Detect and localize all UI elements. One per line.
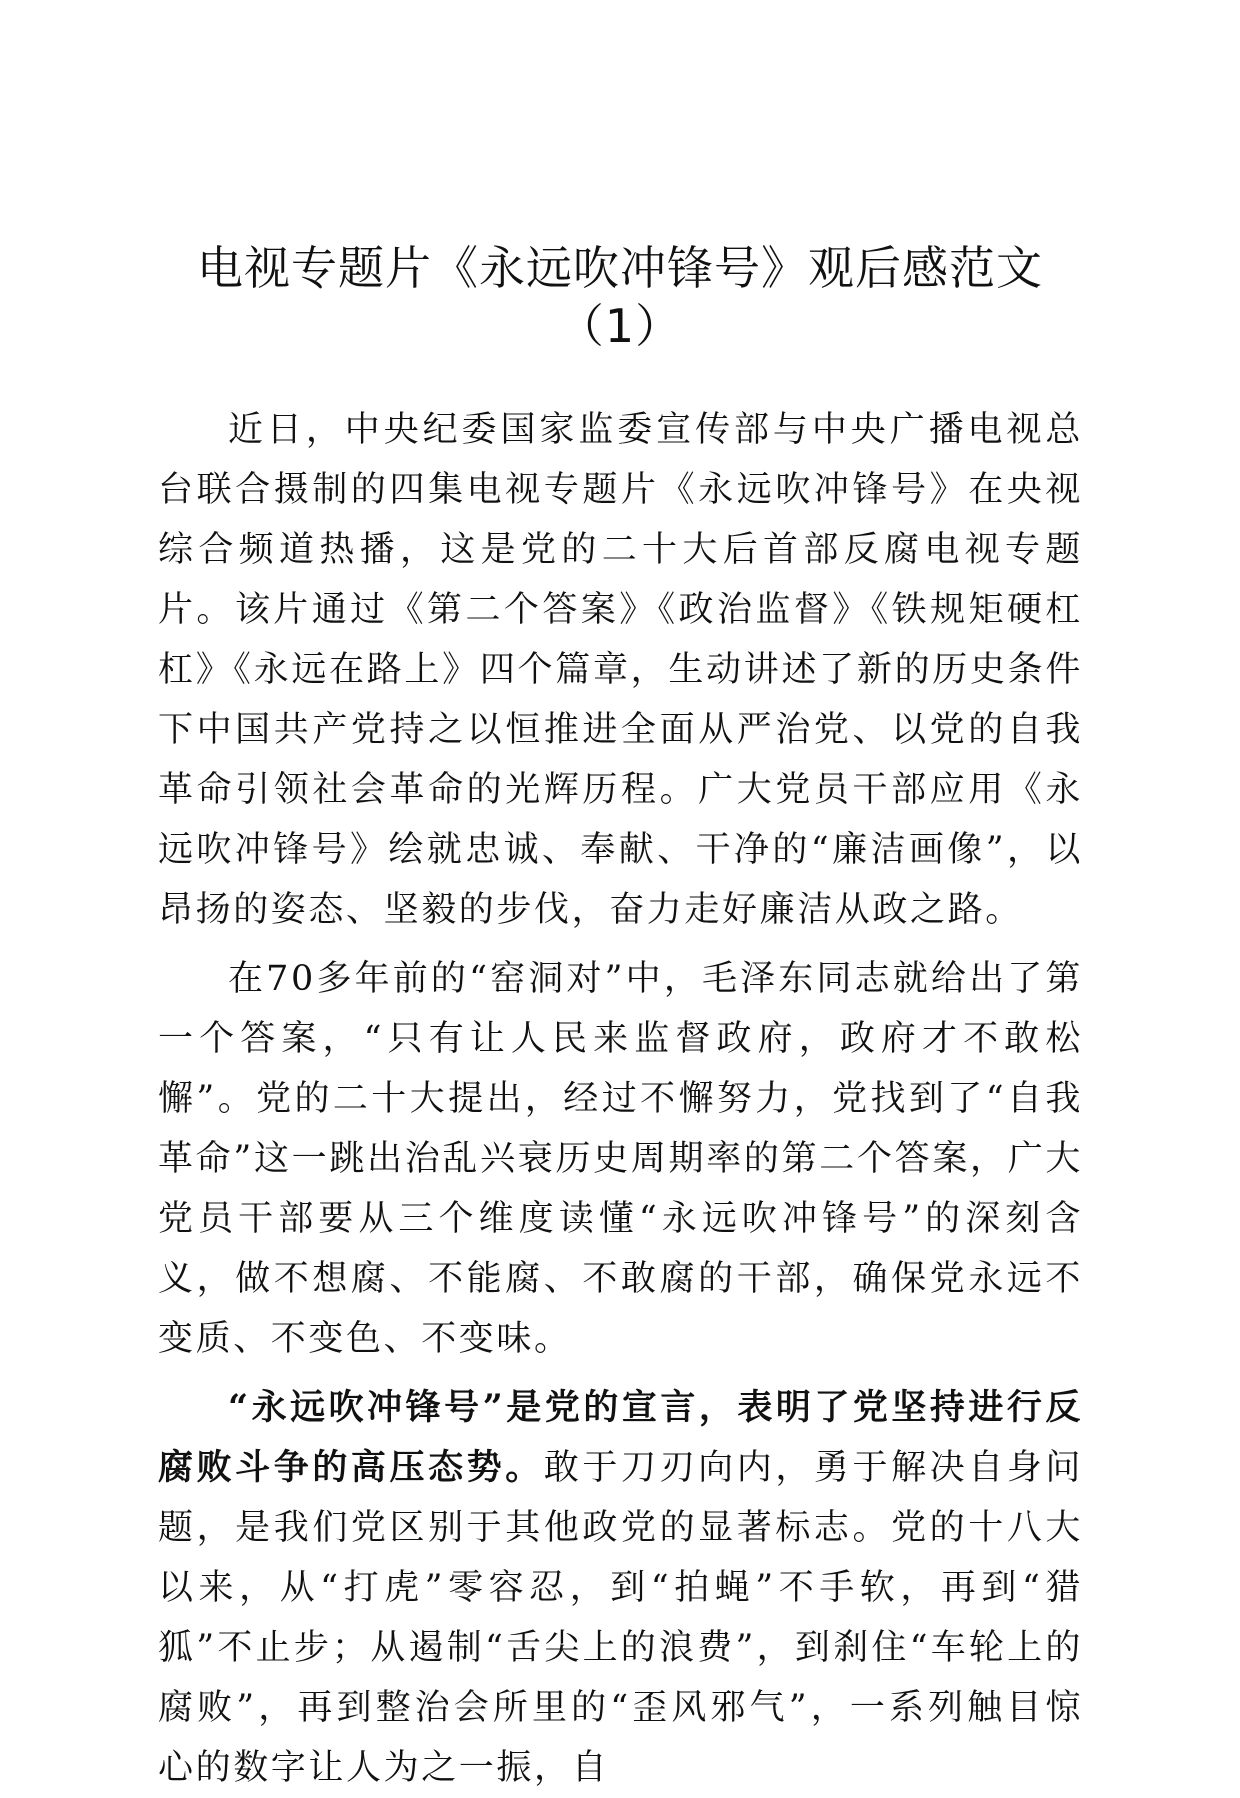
paragraph-3-text: 敢于刀刃向内，勇于解决自身问题，是我们党区别于其他政党的显著标志。党的十八大以来，从“打虎”零容忍，到“拍蝇”不手软，再到“猎狐”不止步；从遏制“舌尖上的浪费”，到刹住“车轮上的腐败”，再到整治会所里的“歪风邪气”，一系列触目惊心的数字让人为之一振，自 xyxy=(158,1448,1083,1788)
document-title-number: （1） xyxy=(557,299,683,353)
document-body xyxy=(158,400,1083,1798)
paragraph-2-text: 在70多年前的“窑洞对”中，毛泽东同志就给出了第一个答案，“只有让人民来监督政府，政府才不敢松懈”。党的二十大提出，经过不懈努力，党找到了“自我革命”这一跳出治乱兴衰历史周期率的第二个答案，广大党员干部要从三个维度读懂“永远吹冲锋号”的深刻含义，做不想腐、不能腐、不敢腐的干部，确保党永远不变质、不变色、不变味。 xyxy=(158,959,1083,1359)
paragraph-3-bold-lead: “永远吹冲锋号”是党的宣言，表明了党坚持进行反腐败斗争的高压态势。 xyxy=(158,1387,1083,1488)
document-title: 电视专题片《永远吹冲锋号》观后感范文 xyxy=(197,241,1043,295)
paragraph-1-text: 近日，中央纪委国家监委宣传部与中央广播电视总台联合摄制的四集电视专题片《永远吹冲锋号》在央视综合频道热播，这是党的二十大后首部反腐电视专题片。该片通过《第二个答案》《政治监督》《铁规矩硬杠杠》《永远在路上》四个篇章，生动讲述了新的历史条件下中国共产党持之以恒推进全面从严治党、以党的自我革命引领社会革命的光辉历程。广大党员干部应用《永远吹冲锋号》绘就忠诚、奉献、干净的“廉洁画像”，以昂扬的姿态、坚毅的步伐，奋力走好廉洁从政之路。 xyxy=(158,410,1083,930)
paragraph-1 xyxy=(158,400,1083,940)
paragraph-2 xyxy=(158,949,1083,1369)
paragraph-3 xyxy=(158,1378,1083,1798)
